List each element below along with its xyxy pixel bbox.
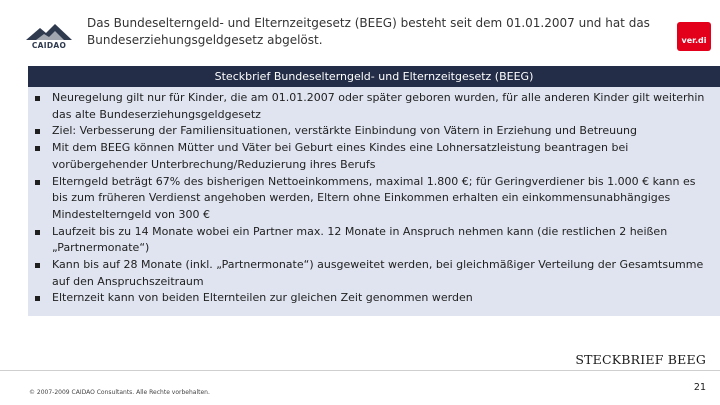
box-title: Steckbrief Bundeselterngeld- und Elternzeitgesetz (BEEG) — [28, 66, 720, 87]
bullet-square-icon — [35, 263, 40, 268]
footer-divider — [0, 370, 720, 371]
bullet-text: Neuregelung gilt nur für Kinder, die am 01.01.2007 oder später geboren wurden, für alle anderen Kinder gilt weiterhin das alte Bundeserziehungsgeldgesetz — [52, 91, 705, 121]
bullet-square-icon — [35, 180, 40, 185]
page-number: 21 — [693, 382, 706, 393]
bullet-text: Elterngeld beträgt 67% des bisherigen Nettoeinkommens, maximal 1.800 €; für Geringverdiener bis 1.000 € kann es bis zum früheren Verdienst angehoben werden, Eltern ohne Einkommen erhalten ein einkommensunabhängiges Mindestelterngeld von 300 € — [52, 174, 696, 221]
verdi-logo: ver.di — [677, 22, 711, 51]
bullet-square-icon — [35, 296, 40, 301]
bullet-item — [31, 257, 712, 290]
copyright-text: © 2007-2009 CAIDAO Consultants. Alle Rechte vorbehalten. — [29, 389, 210, 396]
bullet-text: Mit dem BEEG können Mütter und Väter bei Geburt eines Kindes eine Lohnersatzleistung beantragen bei vorübergehender Unterbrechung/Reduzierung ihres Berufs — [52, 141, 629, 171]
bullet-square-icon — [35, 230, 40, 235]
bullet-text: Elternzeit kann von beiden Elternteilen zur gleichen Zeit genommen werden — [52, 291, 473, 305]
section-label: STECKBRIEF BEEG — [575, 352, 706, 367]
caidao-logo — [24, 22, 74, 50]
bullet-text: Laufzeit bis zu 14 Monate wobei ein Partner max. 12 Monate in Anspruch nehmen kann (die restlichen 2 heißen „Partnermonate“) — [52, 224, 668, 255]
bullet-item — [31, 290, 712, 307]
bullet-square-icon — [35, 96, 40, 101]
logo-text: CAIDAO — [31, 41, 67, 50]
bullet-item — [31, 224, 712, 257]
bullet-text: Ziel: Verbesserung der Familiensituationen, verstärkte Einbindung von Vätern in Erziehung und Betreuung — [52, 124, 637, 138]
mountain-logo-icon — [24, 22, 74, 42]
bullet-item — [31, 90, 712, 123]
slide-header: Das Bundeselterngeld- und Elternzeitgesetz (BEEG) besteht seit dem 01.01.2007 und hat das Bundeserziehungsgeldgesetz abgelöst. — [87, 16, 650, 47]
bullet-square-icon — [35, 129, 40, 134]
bullet-list — [28, 87, 720, 307]
bullet-text: Kann bis auf 28 Monate (inkl. „Partnermonate“) ausgeweitet werden, bei gleichmäßiger Verteilung der Gesamtsumme auf den Anspruchszeitraum — [52, 258, 704, 288]
bullet-item — [31, 123, 712, 140]
bullet-item — [31, 174, 712, 224]
bullet-item — [31, 140, 712, 173]
bullet-square-icon — [35, 146, 40, 151]
content-box — [28, 66, 720, 316]
